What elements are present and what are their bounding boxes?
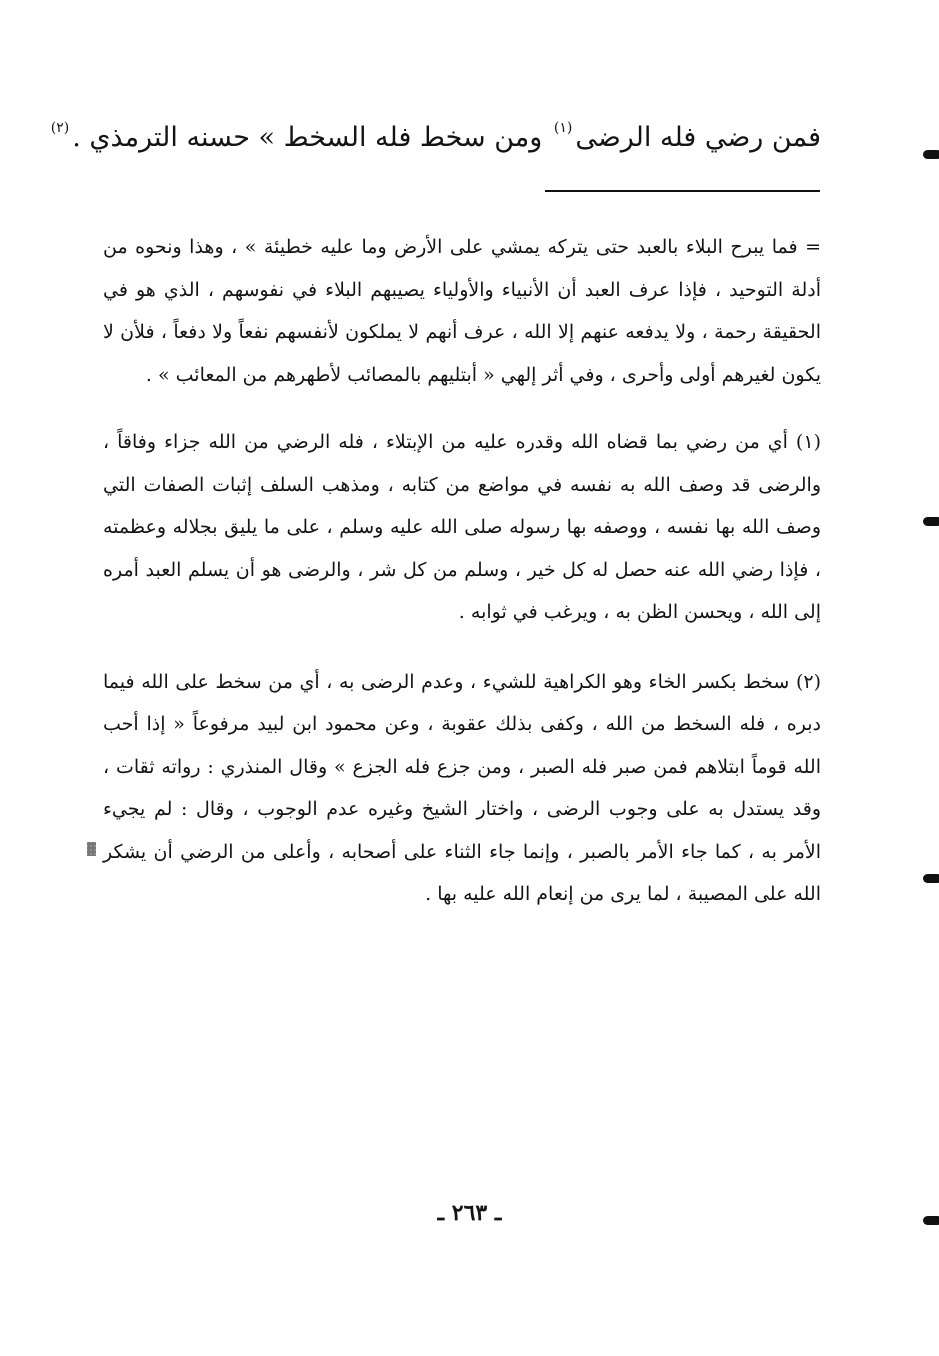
scan-edge-mark — [923, 150, 939, 159]
scan-edge-mark — [923, 1216, 939, 1225]
footnotes-section — [103, 226, 821, 943]
page-number: ـ ٢٦٣ ـ — [437, 1200, 502, 1226]
scan-edge-mark — [923, 874, 939, 883]
footnote-continuation: = فما يبرح البلاء بالعبد حتى يتركه يمشي على الأرض وما عليه خطيئة » ، وهذا ونحوه من أدلة التوحيد ، فإذا عرف العبد أن الأنبياء والأولياء يصيبهم البلاء في نفوسهم ، الذي هو في الحقيقة رحمة ، ولا يدفعه عنهم إلا الله ، عرف أنهم لا يملكون لأنفسهم نفعاً ولا دفعاً ، فلأن لا يكون لغيرهم أولى وأحرى ، وفي أثر إلهي « أبتليهم بالمصائب لأطهرهم من المعائب » . — [103, 236, 821, 386]
main-text-line — [50, 118, 821, 162]
scan-speck — [87, 842, 96, 856]
scan-edge-mark — [923, 517, 939, 526]
footnote-separator — [545, 190, 820, 192]
footnote-2: (٢) سخط بكسر الخاء وهو الكراهية للشيء ، وعدم الرضى به ، أي من سخط على الله فيما دبره ، فله السخط من الله ، وكفى بذلك عقوبة ، وعن محمود ابن لبيد مرفوعاً « إذا أحب الله قوماً ابتلاهم فمن صبر فله الصبر ، ومن جزع فله الجزع » وقال المنذري : رواته ثقات ، وقد يستدل به على وجوب الرضى ، واختار الشيخ وغيره عدم الوجوب ، وقال : لم يجيء الأمر به ، كما جاء الأمر بالصبر ، وإنما جاء الثناء على أصحابه ، وأعلى من الرضي أن يشكر الله على المصيبة ، لما يرى من إنعام الله عليه بها . — [103, 670, 821, 905]
main-text-part1: فمن رضي فله الرضى — [575, 122, 821, 153]
main-text-part2: ومن سخط فله السخط » حسنه الترمذي . — [72, 122, 543, 153]
footnote-1: (١) أي من رضي بما قضاه الله وقدره عليه من الإبتلاء ، فله الرضي من الله جزاء وفاقاً ، والرضى قد وصف الله به نفسه في مواضع من كتابه ، ومذهب السلف إثبات الصفات التي وصف الله بها نفسه ، ووصفه بها رسوله صلى الله عليه وسلم ، على ما يليق بجلاله وعظمته ، فإذا رضي الله عنه حصل له كل خير ، وسلم من كل شر ، والرضى هو أن يسلم العبد أمره إلى الله ، ويحسن الظن به ، ويرغب في ثوابه . — [103, 431, 821, 623]
footnote-ref-2: (٢) — [50, 120, 70, 136]
footnote-ref-1: (١) — [553, 120, 573, 136]
